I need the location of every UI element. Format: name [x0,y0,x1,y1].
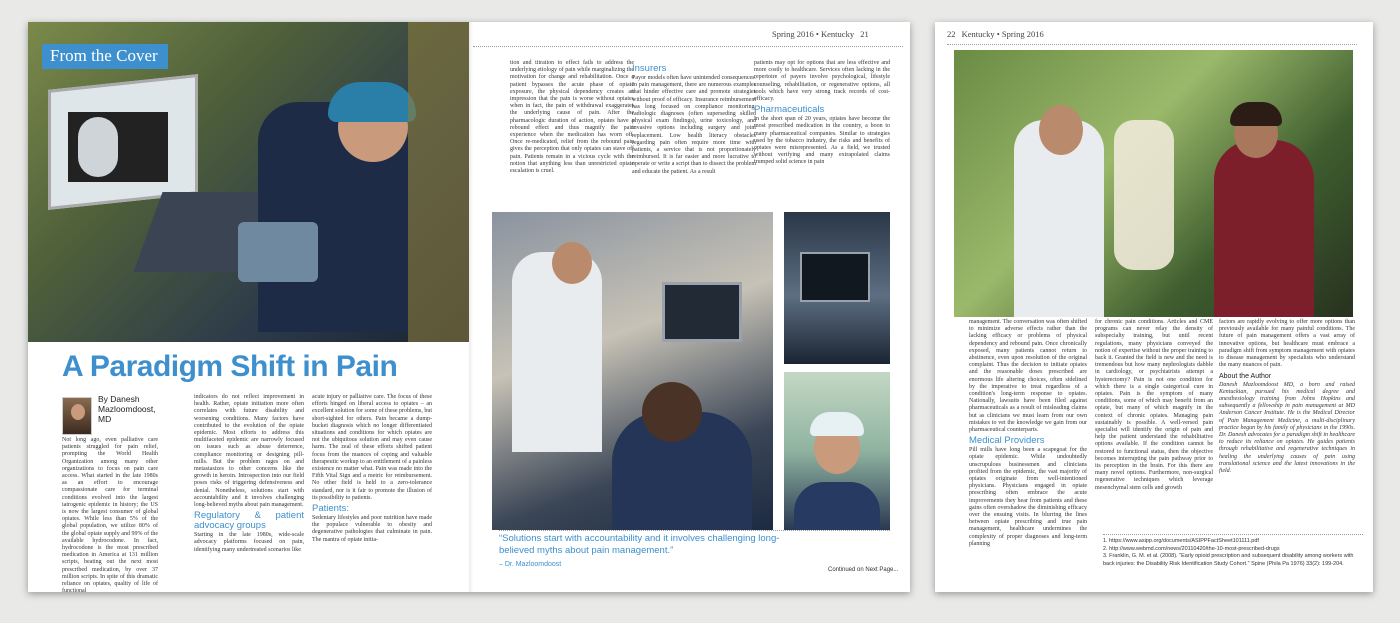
article-column-1 [62,437,158,595]
body-text: Not long ago, even palliative care patients struggled for pain relief, prompting the World Health Organization among many other organizations to focus on pain care access. What started in the late 1980s as an effort to encourage compassionate care for terminal conditions evolved into the largest iatrogenic epidemic in history; the US is now the largest consumer of global opiates. While less than 5% of the global population, we utilize 80% of the global opiate supply and 99% of the available hydrocodone. In fact, hydrocodone is the most prescribed medication in America at 131 million scripts, beating out the next most prescribed medication, by over 37 million scripts. In spite of this dramatic reliance on opiates, quality of life of functional [62,437,158,595]
subhead-patients: Patients: [312,503,349,515]
physician-portrait-photo [784,372,890,530]
about-author-heading: About the Author [1219,373,1272,381]
reference-item: 2. http://www.webmd.com/news/20110420/the-10-most-prescribed-drugs [1103,545,1280,552]
page-gutter [469,22,473,592]
body-text: Sedentary lifestyles and poor nutrition have made the populace vulnerable to obesity and degenerative pathologies that culminate in pain. The mantra of opiate initia- [312,515,432,543]
subhead-regulatory: Regulatory & patient advocacy groups [194,510,304,532]
author-photo [62,397,92,435]
article-column-8 [1095,319,1213,533]
article-column-6 [754,60,890,208]
body-text: acute injury or palliative care. The focus of these efforts hinged on liberal access to opiates – an excellent solution for some of these problems, but short-sighted for others. Pain became a dump-bucket diagnosis which no longer differentiated situations and conditions for which opiates are not the ubiquitous solution and may even cause harm. The zeal of these efforts shifted patient focus from the nuances of coping and valuable therapeutic workup to an entitlement of a painless existence no matter what. Pain was made into the Fifth Vital Sign and a metric for reimbursement. No other field is held to a zero-tolerance standard, nor is it fair to promote the illusion of its possibility to patients. [312,394,432,501]
dotted-rule [473,46,903,47]
references-list [1103,538,1365,568]
page-number: 21 [860,29,869,39]
running-head-text: Kentucky • Spring 2016 [961,29,1044,39]
dotted-rule [1103,534,1363,535]
body-text: Payor models often have unintended consequences. In pain management, there are numerous examples that hinder effective care and promote strategies without proof of efficacy. Insurance reimbursement has long focused on compliance monitoring, radiologic diagnoses (often superseding skilled physical exam findings), urine toxicology, and invasive options including surgery and joint replacement. Low health literacy obstacles regarding pain often require more time with patients, a service that is not proportionately reimbursed. It is far easier and more lucrative to operate or write a script than to dissect the problem and educate the patient. As a result [632,75,756,175]
article-column-9 [1219,319,1355,533]
subhead-pharmaceuticals: Pharmaceuticals [754,104,825,116]
running-head [772,29,869,39]
article-column-5 [632,62,756,208]
running-head-text: Spring 2016 • Kentucky [772,29,855,39]
reference-item: 1. https://www.asipp.org/documents/ASIPPFactSheet101111.pdf [1103,538,1259,544]
reference-item: 3. Franklin, G. M. et al. (2008). "Early opioid prescription and subsequent disability among workers with back injuries: the Disability Risk Identification Study Cohort." Spine (Phila Pa 1976) 33(2): 199-204. [1103,553,1354,567]
about-author-text: Danesh Mazloomdoost MD, a born and raised Kentuckian, pursued his medical degree and anesthesiology training from Johns Hopkins and subsequently a fellowship in pain management at MD Anderson Cancer Institute. He is the Medical Director of Pain Management Medicine, a multi-disciplinary practice begun by his family of physicians in the 1990s. Dr. Danesh advocates for a paradigm shift in healthcare to reduce its reliance on opiates. He guides patients through rehabilitative and regenerative techniques in healing the underlying causes of pain using translational science and the latest innovations in the field. [1219,381,1355,475]
magazine-spread [28,22,910,595]
pull-quote-attribution: – Dr. Mazloomdoost [499,561,562,568]
article-column-3 [312,394,432,589]
dotted-rule [499,530,890,531]
body-text: tion and titration to effect fails to address the underlying etiology of pain while marginalizing the motivation for change and rehabilitation. Once a patient bypasses the acute phase of opiate exposure, the physical dependency creates an impression that the pain is worse without opiates when in fact, the pain of withdrawal exaggerates the underlying cause of pain. After the pharmacologic duration of action, opiates have a rebound effect and thus magnify the pain experience when the medication has worn off. Once re-medicated, relief from the rebound pain gives the perception that only opiates can stave off pain. Patients remain in a vicious cycle with the notion that anything less than unrestricted opiate escalation is cruel. [510,60,634,175]
body-text: factors are rapidly evolving to offer more options than previously available for many painful conditions. The future of pain management offers a vast array of innovative options, but healthcare must embrace a paradigm shift from symptom management with opiates to disease management by specialists who understand the many nuances of pain. [1219,319,1355,369]
body-text: Pill mills have long been a scapegoat for the opiate epidemic. While undoubtedly unscrupulous businessmen and clinicians profited from the epidemic, the vast majority of opiates originate from well-intentioned physicians. Physicians engaged in opiate prescribing often embrace the acute improvements they hear from patients and these gains often overshadow the diminishing efficacy over the ensuing visits. In blurring the lines between opiate prescribing and true pain management, healthcare undermines the complexity of proper diagnoses and long-term planning [969,447,1087,547]
article-headline: A Paradigm Shift in Pain [62,350,398,383]
body-text: indicators do not reflect improvement in health. Rather, opiate initiation more often correlates with future disability and worsening conditions. Many factors have contributed to the evolution of the opiate epidemic. Most efforts to address this multifaceted epidemic are narrowly focused on issues such as abuse deterrence, compliance monitoring or designing pill-mills. But the problem rages on and metastasizes to other concerns like the growth in heroin. Introspection into our field poses risks of triggering defensiveness and denial. Nonetheless, solutions start with accountability and it involves challenging long-believed myths about pain management. [194,394,304,509]
clinic-photo-ultrasound [492,212,773,530]
running-head [947,29,1044,39]
body-text: In the short span of 20 years, opiates have become the most prescribed medication in the country, a boon to many pharmaceutical companies. Similar to strategies used by the tobacco industry, the risks and benefits of opiates were misrepresented. As a field, we trusted without verifying and many extrapolated claims trumped solid science in pain [754,116,890,166]
byline: By Danesh Mazloomdoost, MD [98,394,156,424]
equipment-photo [784,212,890,364]
magazine-page-22 [935,22,1373,592]
pull-quote-text: “Solutions start with accountability and it involves challenging long-believed myths about pain management.” [499,533,780,556]
body-text: patients may opt for options that are less effective and more costly to healthcare. Services often lacking in the repertoire of payers involve psychological, lifestyle counseling, rehabilitation, or regenerative options, all tools which have very strong track records of cost-efficacy. [754,60,890,103]
section-banner: From the Cover [42,44,168,69]
page-number: 22 [947,29,956,39]
subhead-insurers: Insurers [632,63,667,74]
body-text: for chronic pain conditions. Articles and CME programs can never relay the density of subspecialty training, but until recent regulations, many physicians conveyed the notion of expertise without the proper training to back it. Granted the field is new and the need is tremendous but how many nephrologists dabble in cardiology, or psychiatrists attempt a hysterectomy? Pain is not one condition for which there is a single categorical cure in opiates. Pain is the symptom of many conditions, some of which may benefit from an opiate, but many of which magnify in the context of chronic opiates. Managing pain sustainably is possible. A well-versed pain specialist will identify the origin of pain and help the patient understand the rehabilitative options available. If the condition cannot be restored to functional status, then the objective becomes interrupting the pain pathway prior to its perception in the brain. For this there are many novel options. Furthermore, non-surgical regenerative techniques which leverage mesenchymal stem cells and growth [1095,319,1213,491]
body-text: Starting in the late 1980s, wide-scale advocacy platforms focused on pain, identifying many undertreated scenarios like [194,532,304,553]
continued-notice: Continued on Next Page... [828,567,899,573]
article-column-7 [969,319,1087,594]
subhead-medical-providers: Medical Providers [969,435,1045,447]
article-column-4 [510,60,634,208]
cover-photo-physician-monitors [28,22,469,342]
body-text: management. The conversation was often shifted to minimize adverse effects rather than the lacking efficacy or problems of physical dependency and rebound pain. Once chronically exposed, many patients cannot return to abstinence, even upon resolution of the original complaint. Thus the decision to initiate opiates and the reasonable doses prescribed are enormous life altering choices, often sidelined by the imperative to treat regardless of a condition's long-term response to opiates. Nationally, lawsuits have been filed against pharmaceuticals as a result of misleading claims but as clinicians we must learn from our own mistakes to vet the knowledge we gain from our pharmaceutical counterparts. [969,319,1087,434]
pull-quote [499,533,784,571]
article-column-2 [194,394,304,589]
dotted-rule [947,44,1357,45]
photo-doctor-with-colleague [954,50,1353,317]
